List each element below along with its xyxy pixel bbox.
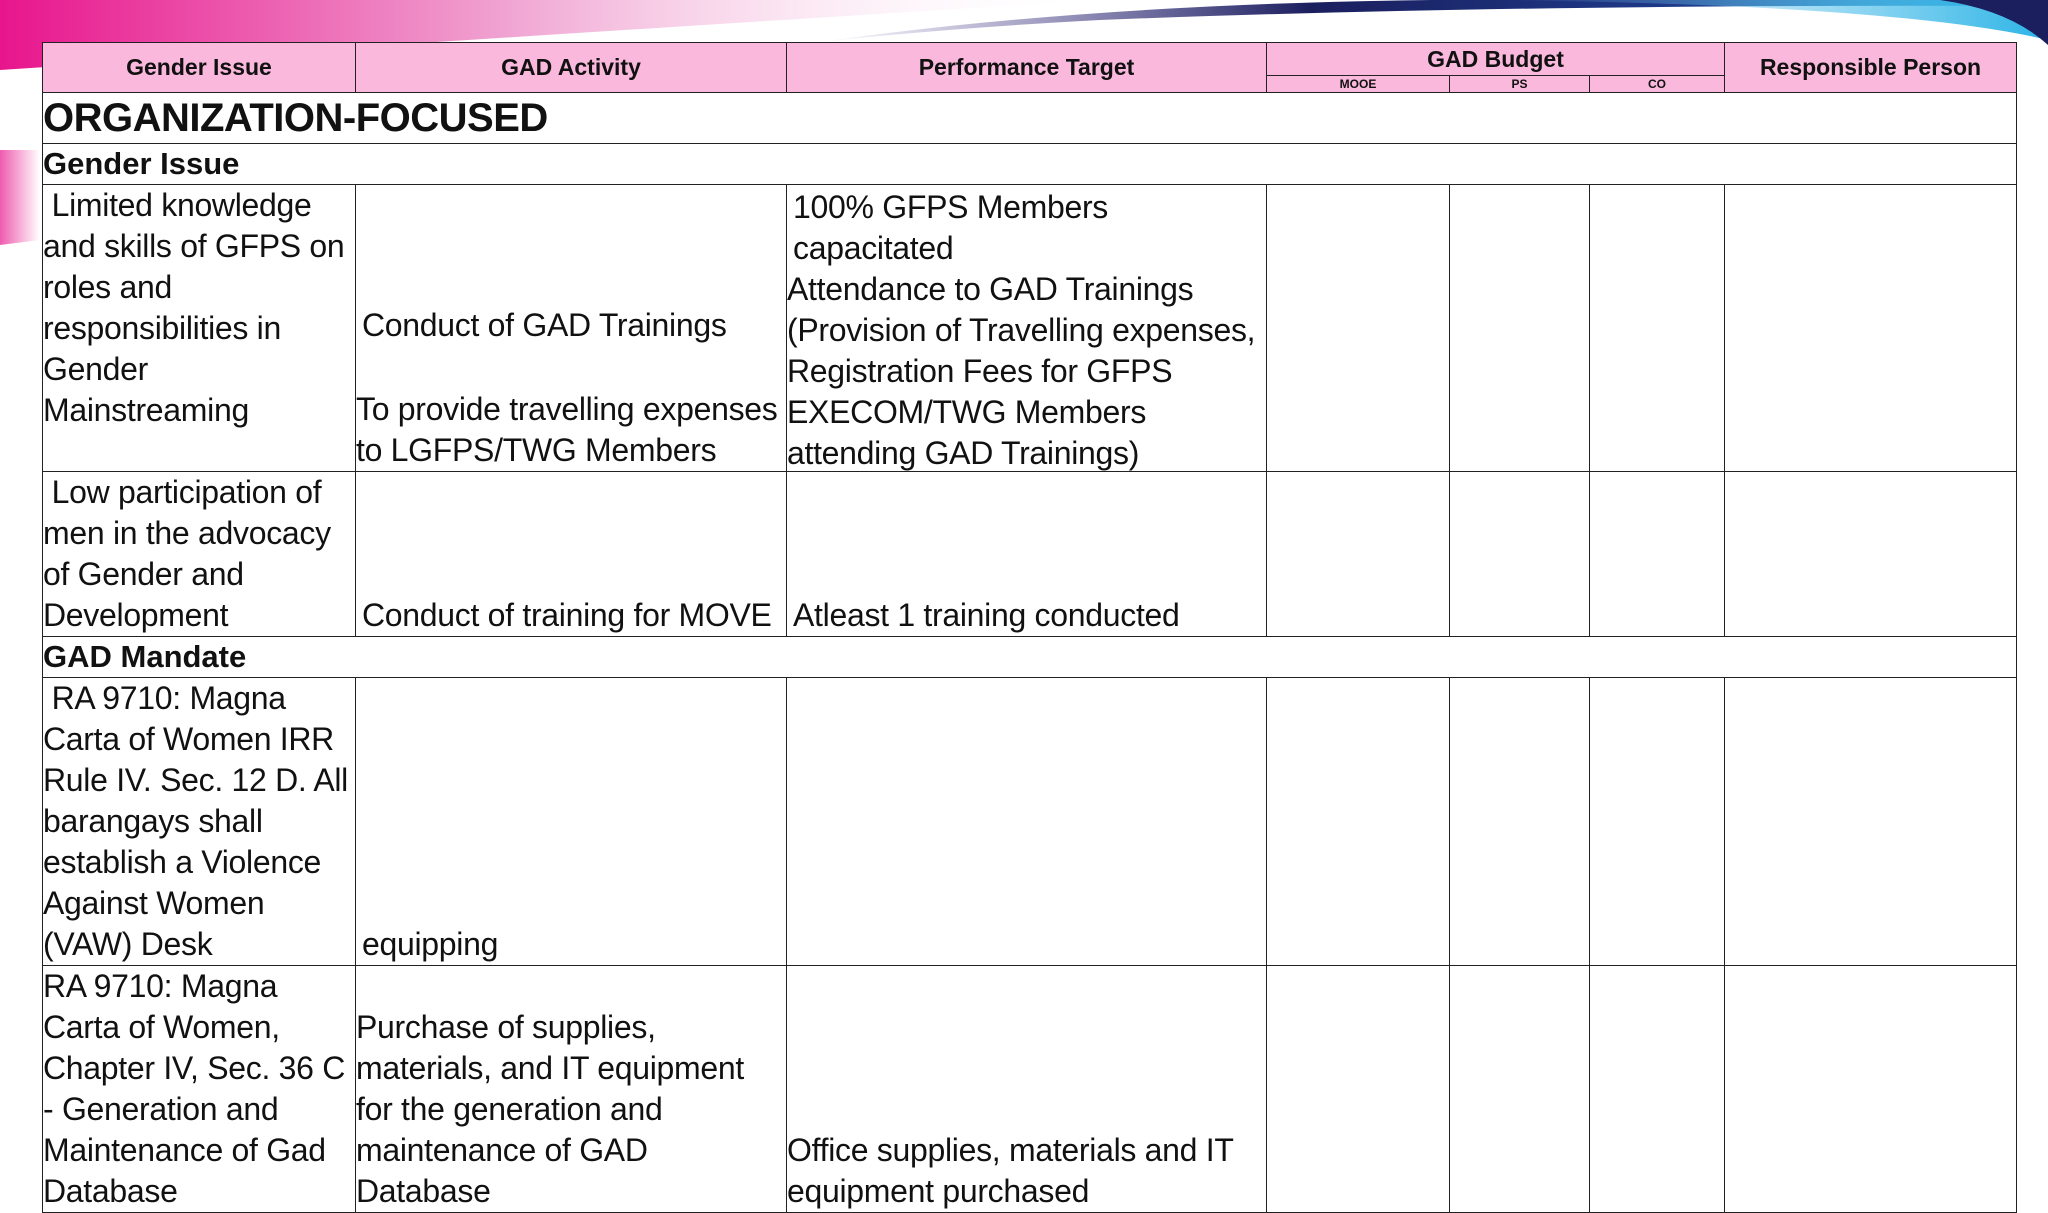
responsible-cell: [1725, 472, 2017, 637]
table-row: [43, 185, 2017, 472]
header-responsible-person: Responsible Person: [1725, 43, 2017, 93]
header-co: CO: [1590, 76, 1725, 93]
issue-cell: [43, 185, 356, 472]
co-cell: [1590, 966, 1725, 1213]
table-row: [43, 472, 2017, 637]
activity-text-2: To provide travelling expenses to LGFPS/TWG Members: [356, 391, 778, 468]
co-cell: [1590, 472, 1725, 637]
ps-cell: [1450, 472, 1590, 637]
section-row: [43, 93, 2017, 144]
ps-cell: [1450, 678, 1590, 966]
activity-cell: equipping: [356, 678, 787, 966]
issue-cell: RA 9710: Magna Carta of Women, Chapter IV, Sec. 36 C - Generation and Maintenance of Gad Database: [43, 966, 356, 1213]
co-cell: [1590, 185, 1725, 472]
responsible-cell: [1725, 678, 2017, 966]
table-row: [43, 966, 2017, 1213]
subsection-row: [43, 637, 2017, 678]
subsection-row: [43, 144, 2017, 185]
target-cell: Office supplies, materials and IT equipment purchased: [787, 966, 1267, 1213]
header-gad-activity: GAD Activity: [356, 43, 787, 93]
activity-cell: Conduct of training for MOVE: [356, 472, 787, 637]
mooe-cell: [1267, 966, 1450, 1213]
activity-cell: [356, 185, 787, 472]
target-text-2: Attendance to GAD Trainings (Provision of Travelling expenses, Registration Fees for GFPS EXECOM/TWG Members attending GAD Trainings): [787, 271, 1256, 471]
mooe-cell: [1267, 678, 1450, 966]
gad-plan-table: [42, 42, 2017, 1213]
mooe-cell: [1267, 185, 1450, 472]
target-cell: [787, 185, 1267, 472]
table-row: [43, 678, 2017, 966]
target-text: 100% GFPS Members capacitated: [793, 189, 1109, 266]
target-cell: [787, 678, 1267, 966]
subsection-gender-issue: Gender Issue: [43, 144, 2017, 185]
responsible-cell: [1725, 966, 2017, 1213]
issue-text: RA 9710: Magna Carta of Women IRR Rule IV. Sec. 12 D. All barangays shall establish a Violence Against Women (VAW) Desk: [43, 680, 357, 962]
subsection-gad-mandate: GAD Mandate: [43, 637, 2017, 678]
issue-cell: [43, 678, 356, 966]
header-performance-target: Performance Target: [787, 43, 1267, 93]
issue-text: Limited knowledge and skills of GFPS on roles and responsibilities in Gender Mainstreaming: [43, 187, 353, 428]
section-title: ORGANIZATION-FOCUSED: [43, 93, 2017, 144]
activity-cell: Purchase of supplies, materials, and IT equipment for the generation and maintenance of GAD Database: [356, 966, 787, 1213]
responsible-cell: [1725, 185, 2017, 472]
ps-cell: [1450, 966, 1590, 1213]
header-gender-issue: Gender Issue: [43, 43, 356, 93]
mooe-cell: [1267, 472, 1450, 637]
header-mooe: MOOE: [1267, 76, 1450, 93]
issue-cell: [43, 472, 356, 637]
co-cell: [1590, 678, 1725, 966]
header-ps: PS: [1450, 76, 1590, 93]
ps-cell: [1450, 185, 1590, 472]
header-gad-budget: GAD Budget: [1267, 43, 1725, 76]
activity-text: Conduct of GAD Trainings: [362, 307, 727, 343]
target-cell: Atleast 1 training conducted: [787, 472, 1267, 637]
issue-text: Low participation of men in the advocacy of Gender and Development: [43, 474, 340, 633]
